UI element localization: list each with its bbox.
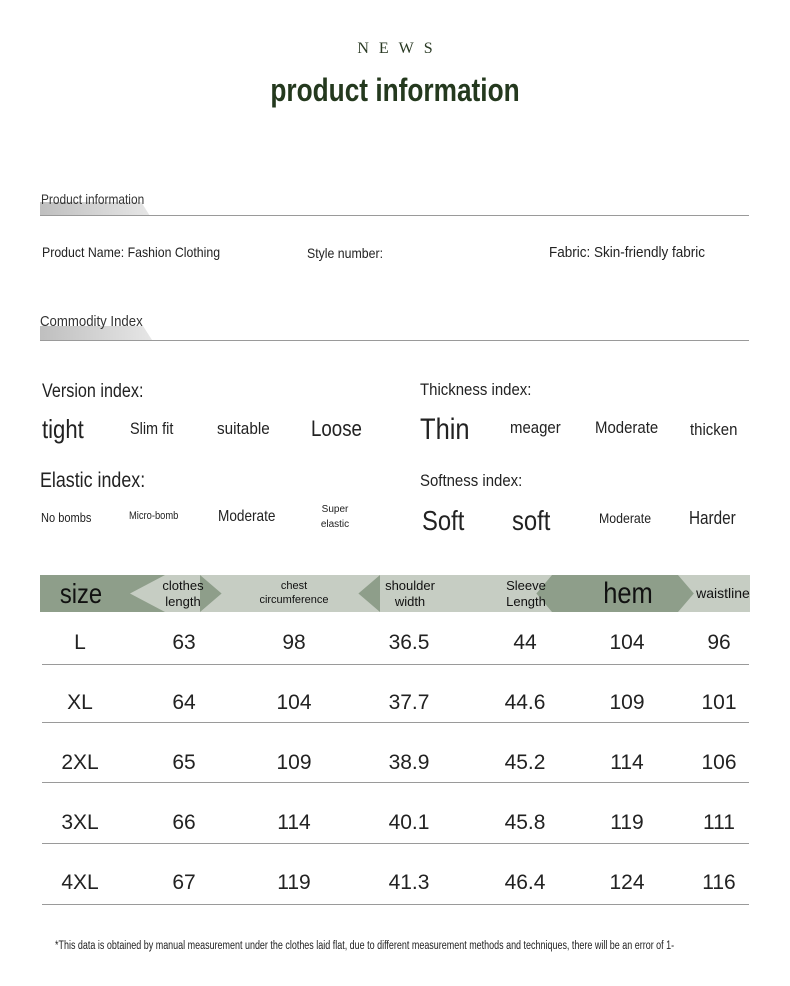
cell-waistline: 106 bbox=[701, 751, 737, 774]
cell-chest: 109 bbox=[276, 751, 312, 774]
section-label-product-info: Product information bbox=[41, 191, 145, 207]
section-label-commodity-index: Commodity Index bbox=[40, 313, 143, 330]
row-divider bbox=[42, 664, 749, 665]
row-divider bbox=[42, 782, 749, 783]
cell-shoulder: 38.9 bbox=[388, 751, 430, 774]
style-number: Style number: bbox=[307, 245, 384, 261]
elastic-index-title: Elastic index: bbox=[40, 469, 146, 492]
cell-shoulder: 36.5 bbox=[388, 631, 430, 654]
version-option: Slim fit bbox=[130, 419, 174, 438]
softness-option: soft bbox=[512, 505, 551, 536]
cell-sleeve: 46.4 bbox=[504, 871, 546, 894]
cell-hem: 119 bbox=[610, 811, 644, 834]
row-divider bbox=[42, 904, 749, 905]
cell-shoulder: 37.7 bbox=[388, 691, 430, 714]
version-option: Loose bbox=[311, 416, 362, 441]
cell-clothes-length: 64 bbox=[172, 691, 196, 714]
cell-waistline: 96 bbox=[707, 631, 731, 654]
cell-clothes-length: 65 bbox=[172, 751, 196, 774]
cell-hem: 109 bbox=[609, 691, 645, 714]
size-table-header bbox=[40, 575, 750, 612]
header-size: size bbox=[59, 577, 103, 609]
thickness-index-title: Thickness index: bbox=[420, 380, 532, 399]
cell-waistline: 116 bbox=[702, 871, 736, 894]
cell-clothes-length: 67 bbox=[172, 871, 196, 894]
cell-hem: 104 bbox=[609, 631, 645, 654]
cell-size: XL bbox=[67, 691, 93, 714]
news-label: NEWS bbox=[357, 40, 443, 57]
softness-option: Harder bbox=[689, 508, 736, 528]
table-row bbox=[42, 793, 749, 853]
cell-clothes-length: 66 bbox=[172, 811, 196, 834]
header-sleeve-length: Sleeve Length bbox=[506, 577, 546, 609]
thickness-option: meager bbox=[510, 418, 561, 437]
cell-waistline: 111 bbox=[703, 811, 735, 834]
softness-index-title: Softness index: bbox=[420, 471, 523, 490]
cell-size: 2XL bbox=[61, 751, 99, 774]
cell-chest: 104 bbox=[276, 691, 312, 714]
table-row bbox=[42, 673, 749, 733]
divider bbox=[40, 215, 749, 216]
cell-chest: 119 bbox=[277, 871, 311, 894]
cell-chest: 114 bbox=[277, 811, 311, 834]
header-hem: hem bbox=[603, 576, 653, 610]
row-divider bbox=[42, 843, 749, 844]
cell-waistline: 101 bbox=[701, 691, 737, 714]
elastic-option: Micro-bomb bbox=[129, 510, 179, 522]
elastic-option: Moderate bbox=[218, 508, 276, 525]
cell-shoulder: 41.3 bbox=[388, 871, 430, 894]
elastic-option: Super elastic bbox=[320, 504, 350, 530]
cell-size: 4XL bbox=[61, 871, 99, 894]
cell-sleeve: 44 bbox=[513, 631, 537, 654]
softness-option: Moderate bbox=[599, 510, 652, 526]
cell-sleeve: 44.6 bbox=[504, 691, 546, 714]
header-shoulder-width: shoulder width bbox=[385, 577, 435, 609]
page-title: product information bbox=[270, 72, 520, 108]
thickness-option: thicken bbox=[690, 420, 738, 439]
header-waistline: waistline bbox=[696, 585, 750, 602]
thickness-option: Moderate bbox=[595, 418, 659, 437]
product-name: Product Name: Fashion Clothing bbox=[42, 244, 221, 260]
cell-hem: 124 bbox=[609, 871, 645, 894]
table-row bbox=[42, 733, 749, 793]
measurement-footnote: *This data is obtained by manual measurement under the clothes laid flat, due to different measurement methods and techniques, there will be an error of 1- bbox=[55, 940, 675, 952]
cell-size: L bbox=[74, 631, 86, 654]
cell-sleeve: 45.2 bbox=[504, 751, 546, 774]
cell-hem: 114 bbox=[610, 751, 644, 774]
cell-clothes-length: 63 bbox=[172, 631, 196, 654]
row-divider bbox=[42, 722, 749, 723]
fabric: Fabric: Skin-friendly fabric bbox=[549, 244, 706, 261]
cell-size: 3XL bbox=[61, 811, 99, 834]
elastic-option: No bombs bbox=[41, 510, 92, 525]
header-chest-circumference: chest circumference bbox=[259, 580, 329, 606]
version-index-title: Version index: bbox=[42, 381, 144, 402]
thickness-option: Thin bbox=[420, 413, 470, 446]
cell-sleeve: 45.8 bbox=[504, 811, 546, 834]
cell-shoulder: 40.1 bbox=[388, 811, 430, 834]
divider bbox=[40, 340, 749, 341]
softness-option: Soft bbox=[422, 505, 465, 536]
version-option: tight bbox=[42, 414, 84, 444]
version-option: suitable bbox=[217, 419, 270, 438]
header-clothes-length: clothes length bbox=[162, 577, 204, 609]
cell-chest: 98 bbox=[282, 631, 306, 654]
